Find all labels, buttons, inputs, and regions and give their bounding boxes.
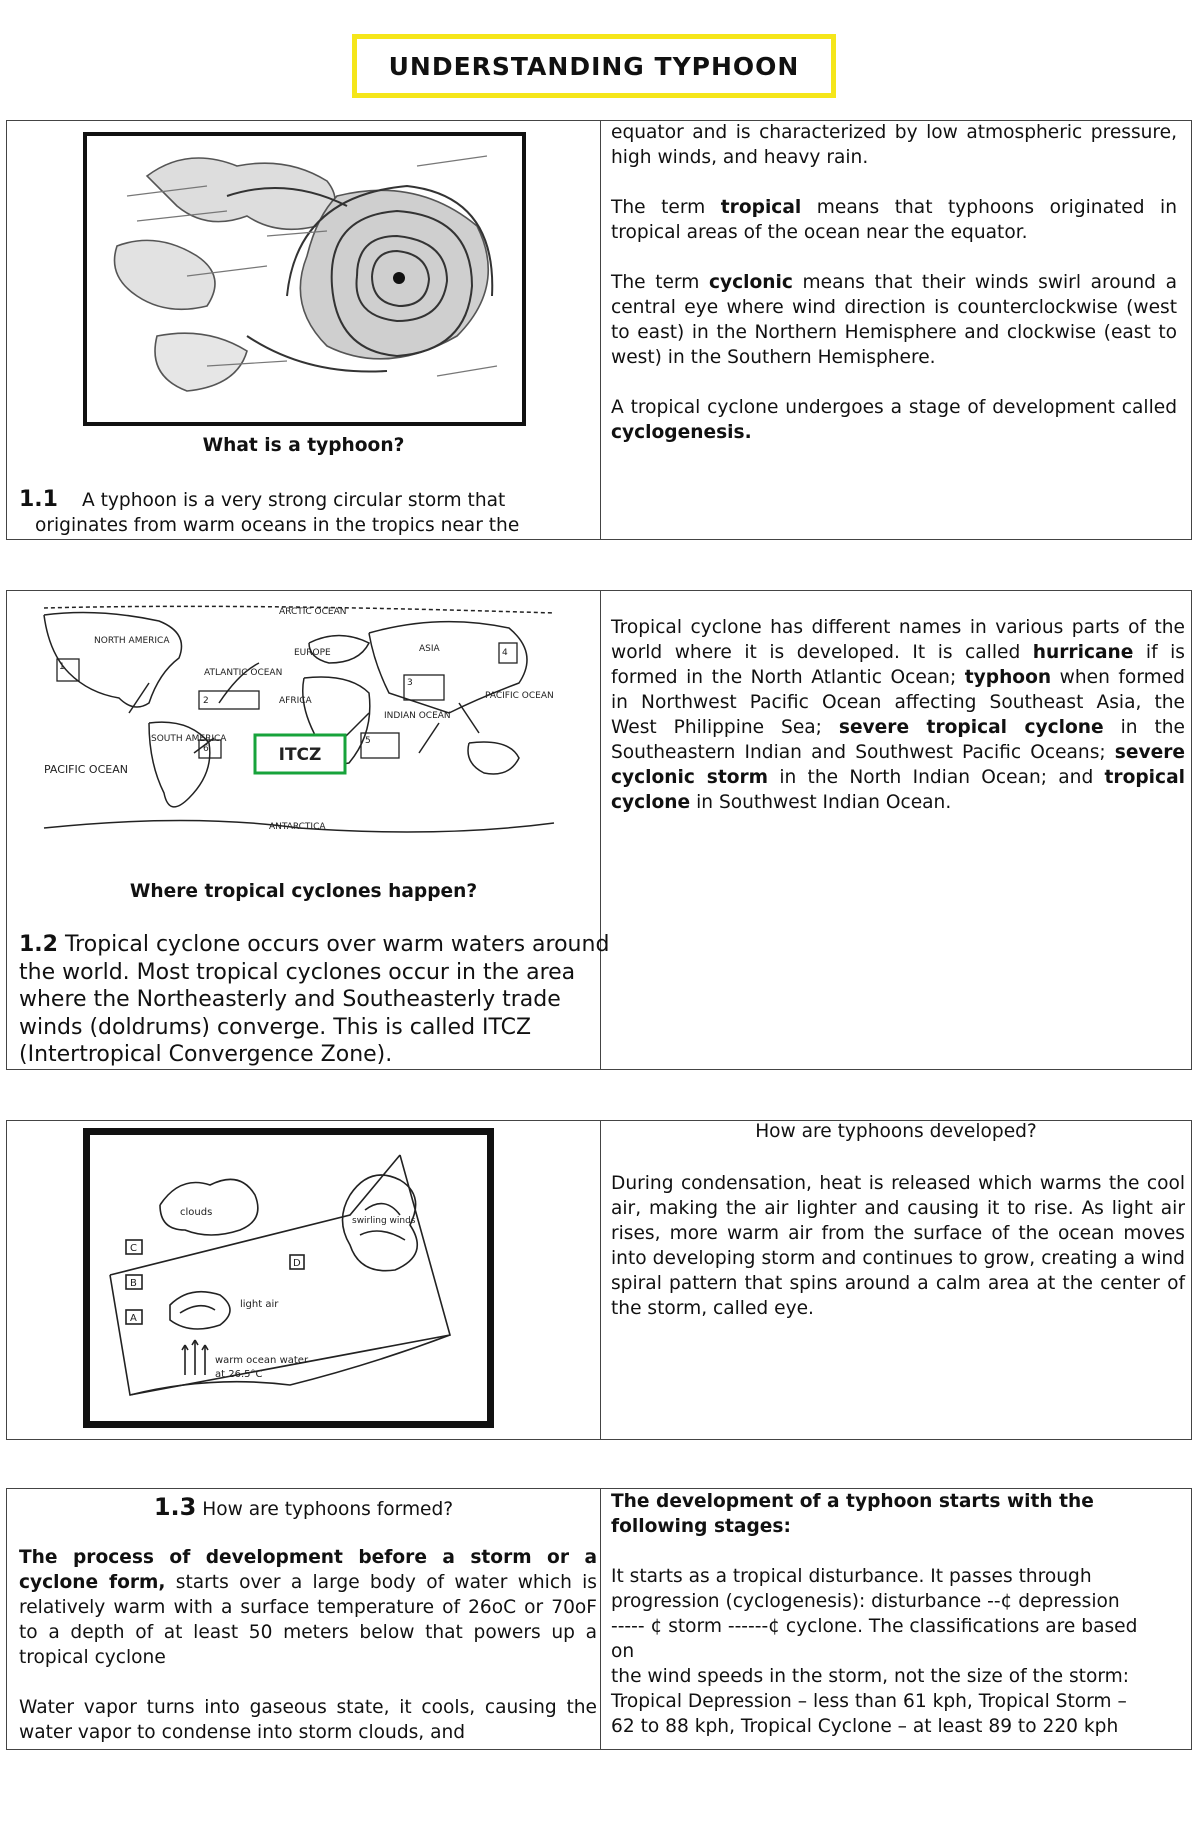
section-1-left	[7, 121, 601, 539]
section-1-caption: What is a typhoon?	[202, 435, 405, 456]
map-num-3: 3	[407, 678, 413, 688]
itcz-label: ITCZ	[278, 745, 322, 765]
section-4-stages	[611, 1489, 1191, 1739]
map-num-4: 4	[502, 648, 508, 658]
map-label-pacific-left: PACIFIC OCEAN	[44, 763, 128, 776]
sketch-label-swirling: swirling winds	[352, 1216, 416, 1226]
section-4-stages-heading: The development of a typhoon starts with the following stages:	[611, 1491, 1094, 1537]
sketch-label-clouds: clouds	[180, 1207, 213, 1218]
section-2-caption: Where tropical cyclones happen?	[129, 881, 478, 902]
section-4-body	[19, 1545, 597, 1745]
map-num-5: 5	[365, 736, 371, 746]
map-label-europe: EUROPE	[294, 648, 331, 658]
map-num-1: 1	[59, 662, 65, 672]
section-4-heading: 1.3 How are typhoons formed?	[153, 1493, 454, 1521]
sketch-label-b: B	[130, 1278, 137, 1289]
section-2-left	[7, 591, 610, 1069]
map-label-africa: AFRICA	[279, 696, 312, 706]
sketch-label-light-air: light air	[240, 1299, 279, 1310]
map-num-6: 6	[203, 744, 209, 754]
section-1-intro	[19, 487, 599, 538]
section-2-number: 1.2	[19, 932, 58, 957]
section-3-left	[7, 1121, 601, 1439]
page-title: UNDERSTANDING TYPHOON	[388, 51, 800, 81]
section-4-right	[601, 1489, 1191, 1749]
map-label-atlantic: ATLANTIC OCEAN	[204, 668, 283, 678]
map-label-asia: ASIA	[419, 644, 440, 654]
section-1-number: 1.1	[19, 487, 58, 512]
stages-line-4: on	[611, 1641, 635, 1662]
map-label-south-america: SOUTH AMERICA	[151, 734, 227, 744]
sketch-label-a: A	[130, 1313, 137, 1324]
section-1-table	[6, 120, 1192, 540]
section-1-lead-line-1: A typhoon is a very strong circular storm that	[81, 490, 506, 511]
section-3-body: During condensation, heat is released which warms the cool air, making the air lighter and causing it to rise. As light air rises, more warm air from the surface of the ocean moves into developing storm and continues to grow, creating a wind spiral pattern that spins around a calm area at the center of the storm, called eye.	[611, 1173, 1185, 1319]
section-2-body: 1.2 Tropical cyclone occurs over warm waters around the world. Most tropical cyclones occur in the area where the Northeasterly and Southeasterly trade winds (doldrums) converge. This is called ITCZ (Intertropical Convergence Zone).	[19, 932, 610, 1067]
section-3-right	[601, 1121, 1191, 1439]
sketch-label-temp: at 26.5°C	[215, 1369, 263, 1380]
stages-line-6: Tropical Depression – less than 61 kph, Tropical Storm –	[611, 1691, 1127, 1712]
section-1-right	[601, 121, 1191, 539]
section-1-para-1: equator and is characterized by low atmospheric pressure, high winds, and heavy rain.	[611, 122, 1177, 168]
section-2-names-paragraph: Tropical cyclone has different names in various parts of the world where it is developed. It is called hurricane if is formed in the North Atlantic Ocean; typhoon when formed in Northwest Pacific Ocean affecting Southeast Asia, the West Philippine Sea; severe tropical cyclone in the Southeastern Indian and Southwest Pacific Oceans; severe cyclonic storm in the North Indian Ocean; and tropical cyclone in Southwest Indian Ocean.	[611, 617, 1185, 813]
section-4-left	[7, 1489, 601, 1749]
stages-line-7: 62 to 88 kph, Tropical Cyclone – at least 89 to 220 kph	[611, 1716, 1119, 1737]
typhoon-development-sketch	[83, 1128, 494, 1428]
title-box	[352, 34, 836, 98]
section-4-table	[6, 1488, 1192, 1750]
stages-line-2: progression (cyclogenesis): disturbance --¢ depression	[611, 1591, 1120, 1612]
section-1-para-2: The term tropical means that typhoons originated in tropical areas of the ocean near the equator.	[611, 197, 1177, 243]
sketch-label-d: D	[293, 1258, 301, 1269]
sketch-label-warm-water: warm ocean water	[215, 1355, 309, 1366]
section-4-para-1: The process of development before a storm or a cyclone form, starts over a large body of water which is relatively warm with a surface temperature of 26oC or 70oF to a depth of at least 50 meters below that powers up a tropical cyclone	[19, 1547, 597, 1668]
section-3-table	[6, 1120, 1192, 1440]
map-label-north-america: NORTH AMERICA	[94, 636, 170, 646]
map-num-2: 2	[203, 696, 209, 706]
stages-line-5: the wind speeds in the storm, not the size of the storm:	[611, 1666, 1130, 1687]
map-label-indian: INDIAN OCEAN	[384, 711, 451, 721]
section-2-table	[6, 590, 1192, 1070]
map-label-arctic: ARCTIC OCEAN	[279, 607, 347, 617]
section-2-right	[601, 591, 1191, 1069]
section-1-para-3: The term cyclonic means that their winds swirl around a central eye where wind direction is counterclockwise (west to east) in the Northern Hemisphere and clockwise (east to west) in the Southern Hemisphere.	[611, 272, 1177, 368]
stages-line-1: It starts as a tropical disturbance. It passes through	[611, 1566, 1092, 1587]
section-1-lead-line-2: originates from warm oceans in the tropics near the	[35, 515, 520, 536]
stages-line-3: ----- ¢ storm ------¢ cyclone. The classifications are based	[611, 1616, 1138, 1637]
typhoon-satellite-sketch	[83, 132, 526, 426]
map-label-antarctica: ANTARCTICA	[269, 822, 326, 832]
world-map-sketch	[39, 603, 561, 849]
section-3-heading: How are typhoons developed?	[755, 1121, 1037, 1142]
map-label-pacific-right: PACIFIC OCEAN	[485, 691, 554, 701]
sketch-label-c: C	[130, 1243, 137, 1254]
section-4-para-2: Water vapor turns into gaseous state, it cools, causing the water vapor to condense into storm clouds, and	[19, 1697, 597, 1743]
section-1-para-4: A tropical cyclone undergoes a stage of development called cyclogenesis.	[611, 397, 1177, 443]
section-4-number: 1.3	[153, 1493, 197, 1521]
